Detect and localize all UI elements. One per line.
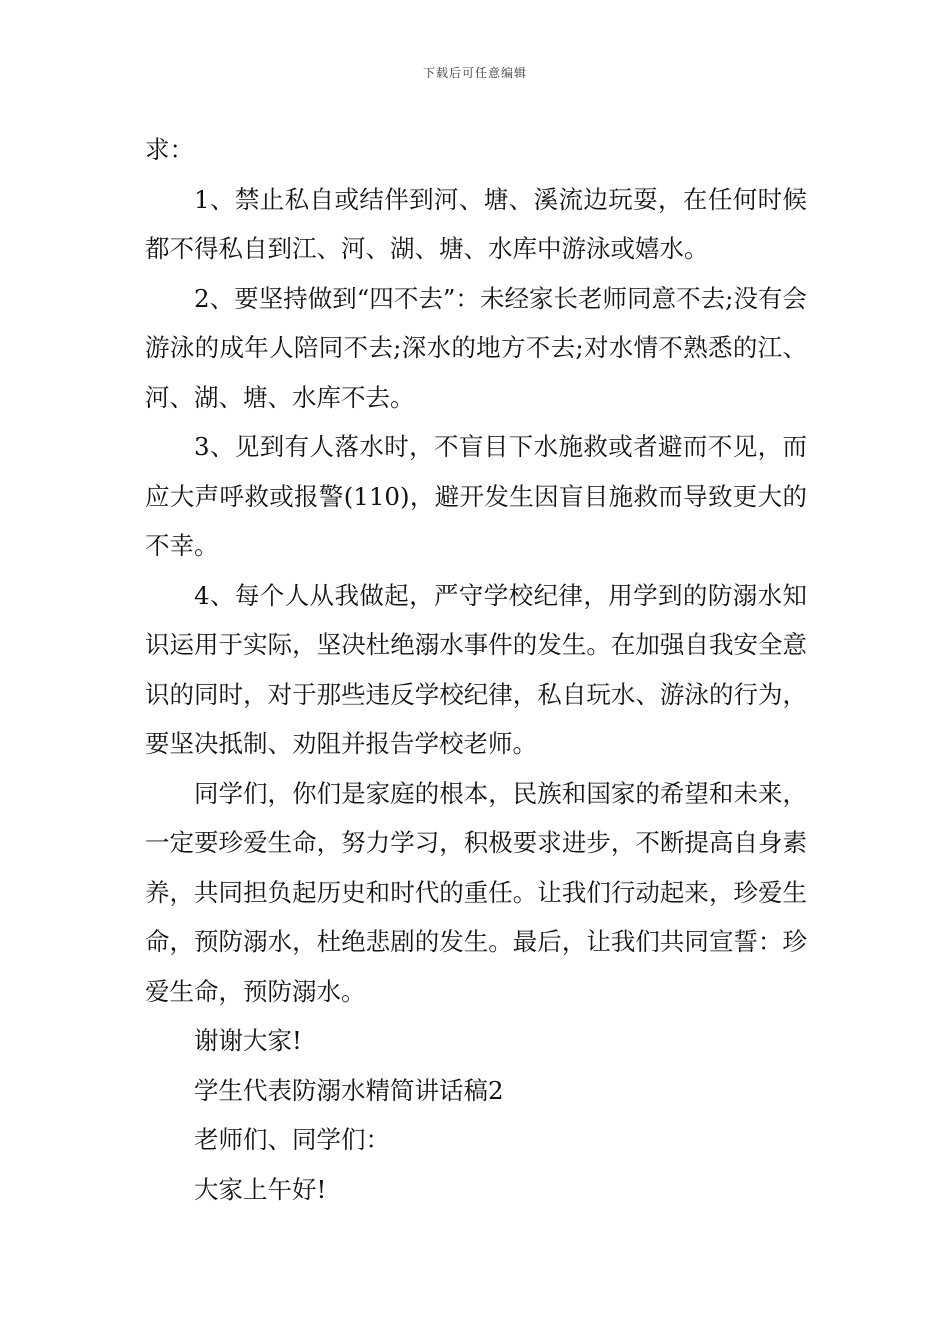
paragraph-rule-1: 1、禁止私自或结伴到河、塘、溪流边玩耍，在任何时候都不得私自到江、河、湖、塘、水库中游泳或嬉水。 — [145, 184, 807, 263]
section-title: 学生代表防溺水精简讲话稿2 — [194, 1075, 504, 1105]
paragraph-appeal: 同学们，你们是家庭的根本，民族和国家的希望和未来，一定要珍爱生命，努力学习，积极要求进步，不断提高自身素养，共同担负起历史和时代的重任。让我们行动起来，珍爱生命，预防溺水，杜绝悲剧的发生。最后，让我们共同宣誓：珍爱生命，预防溺水。 — [145, 778, 807, 1006]
page-header-note: 下载后可任意编辑 — [422, 66, 527, 80]
paragraph-rule-3: 3、见到有人落水时，不盲目下水施救或者避而不见，而应大声呼救或报警(110)，避开发生因盲目施救而导致更大的不幸。 — [145, 432, 807, 560]
paragraph-greeting: 大家上午好! — [194, 1174, 327, 1204]
document-body — [145, 125, 807, 1214]
paragraph-rule-4: 4、每个人从我做起，严守学校纪律，用学到的防溺水知识运用于实际，坚决杜绝溺水事件的发生。在加强自我安全意识的同时，对于那些违反学校纪律，私自玩水、游泳的行为，要坚决抵制、劝阻并报告学校老师。 — [145, 580, 807, 758]
paragraph-salutation: 老师们、同学们： — [194, 1125, 390, 1154]
paragraph-rule-2: 2、要坚持做到“四不去”：未经家长老师同意不去;没有会游泳的成年人陪同不去;深水的地方不去;对水情不熟悉的江、河、湖、塘、水库不去。 — [145, 283, 807, 412]
paragraph-thanks: 谢谢大家! — [194, 1026, 302, 1055]
paragraph-continuation: 求： — [145, 135, 194, 164]
